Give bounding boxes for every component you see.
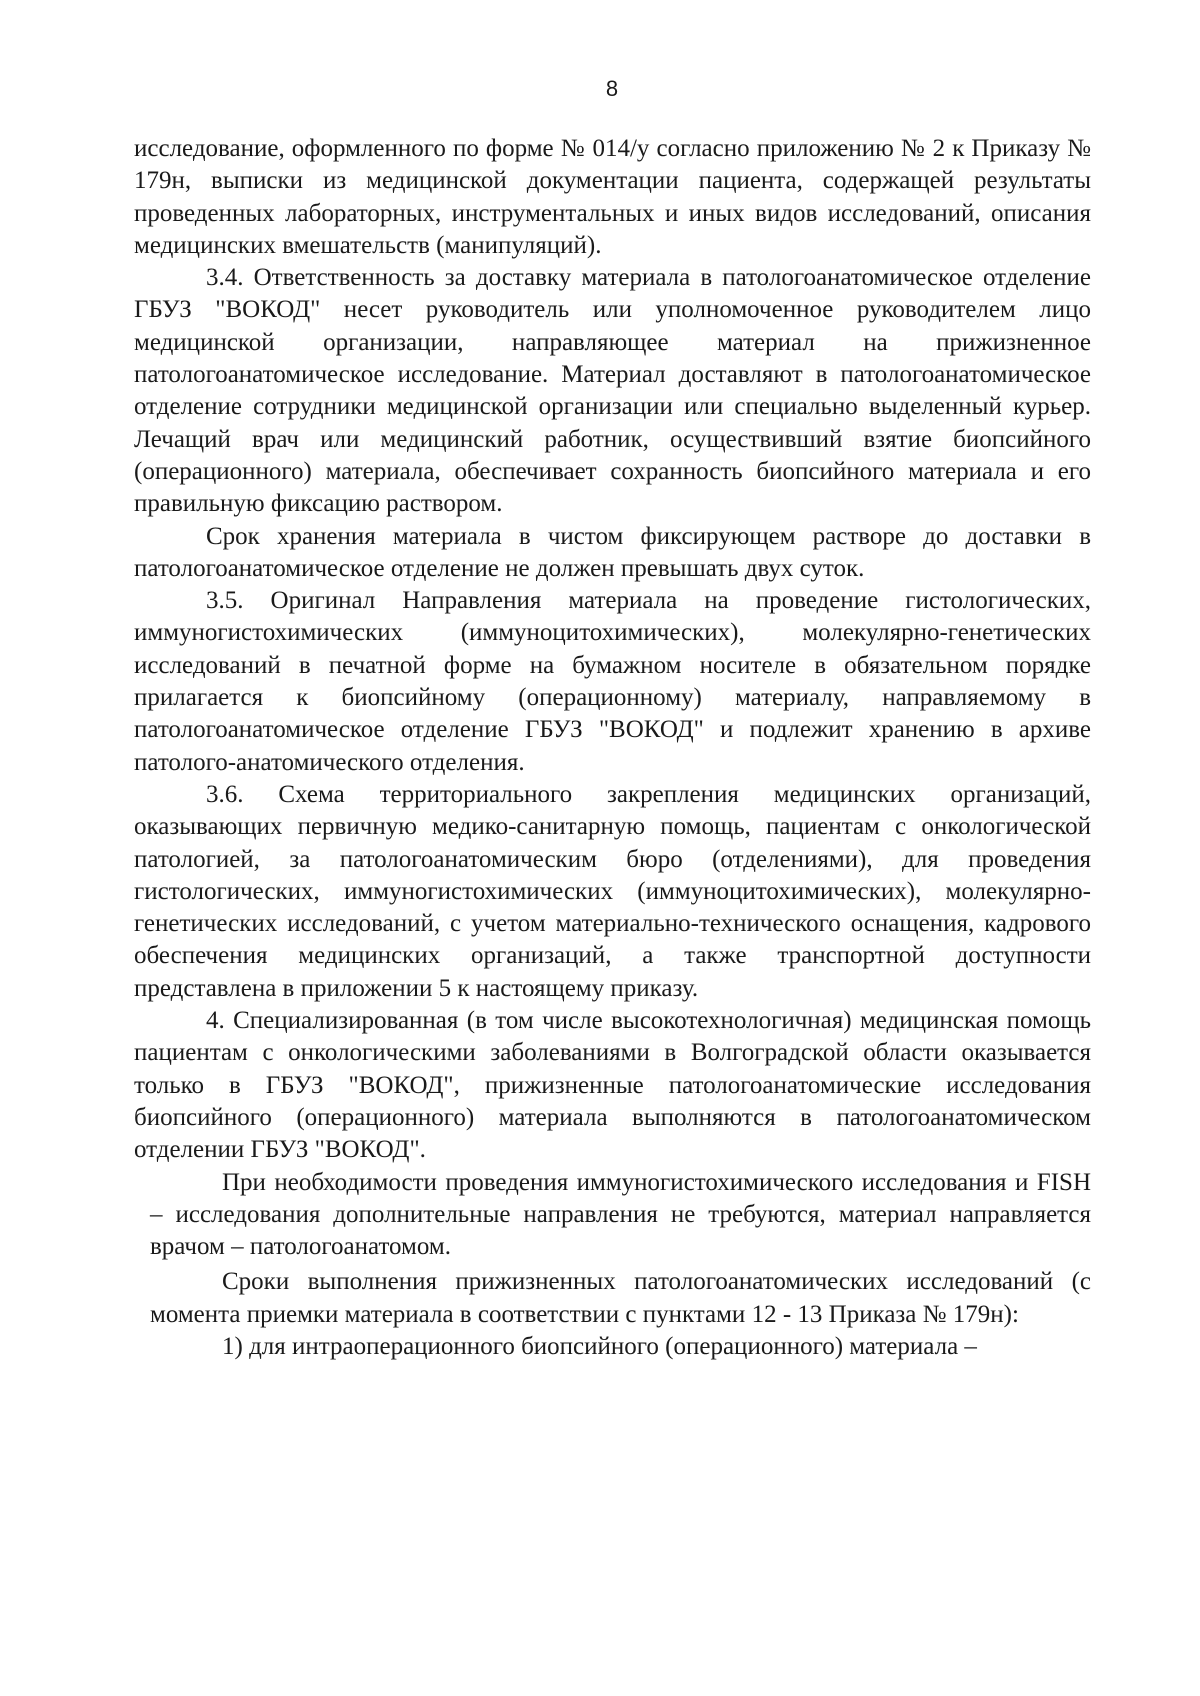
page-number: 8 [605,76,619,101]
paragraph-3-4: 3.4. Ответственность за доставку материала в патологоанатомическое отделение ГБУЗ "ВОКОД" несет руководитель или уполномоченное руководителем лицо медицинской организации, направляющее материал на прижизненное патологоанатомическое исследование. Материал доставляют в патологоанатомическое отделение сотрудники медицинской организации или специально выделенный курьер. Лечащий врач или медицинский работник, осуществивший взятие биопсийного (операционного) материала, обеспечивает сохранность биопсийного материала и его правильную фиксацию раствором. [134,264,1091,518]
paragraph-fish: При необходимости проведения иммуногистохимического исследования и FISH – исследования дополнительные направления не требуются, материал направляется врачом – патологоанатомом. [150,1168,1091,1261]
paragraph-list-item-1: 1) для интраоперационного биопсийного (операционного) материала – [222,1332,977,1360]
document-body [134,133,1091,1363]
paragraph-4: 4. Специализированная (в том числе высокотехнологичная) медицинская помощь пациентам с онкологическими заболеваниями в Волгоградской области оказывается только в ГБУЗ "ВОКОД", прижизненные патологоанатомические исследования биопсийного (операционного) материала выполняются в патологоанатомическом отделении ГБУЗ "ВОКОД". [134,1007,1091,1164]
paragraph-continuation: исследование, оформленного по форме № 014/у согласно приложению № 2 к Приказу № 179н, выписки из медицинской документации пациента, содержащей результаты проведенных лабораторных, инструментальных и иных видов исследований, описания медицинских вмешательств (манипуляций). [134,135,1091,259]
paragraph-3-6: 3.6. Схема территориального закрепления медицинских организаций, оказывающих первичную медико-санитарную помощь, пациентам с онкологической патологией, за патологоанатомическим бюро (отделениями), для проведения гистологических, иммуногистохимических (иммуноцитохимических), молекулярно-генетических исследований, с учетом материально-технического оснащения, кадрового обеспечения медицинских организаций, а также транспортной доступности представлена в приложении 5 к настоящему приказу. [134,780,1091,1002]
paragraph-deadlines: Сроки выполнения прижизненных патологоанатомических исследований (с момента приемки материала в соответствии с пунктами 12 - 13 Приказа № 179н): [150,1268,1091,1328]
paragraph-3-5: 3.5. Оригинал Направления материала на проведение гистологических, иммуногистохимических (иммуноцитохимических), молекулярно-генетических исследований в печатной форме на бумажном носителе в обязательном порядке прилагается к биопсийному (операционному) материалу, направляемому в патологоанатомическое отделение ГБУЗ "ВОКОД" и подлежит хранению в архиве патолого-анатомического отделения. [134,587,1091,776]
paragraph-storage-term: Срок хранения материала в чистом фиксирующем растворе до доставки в патологоанатомическое отделение не должен превышать двух суток. [134,522,1091,582]
